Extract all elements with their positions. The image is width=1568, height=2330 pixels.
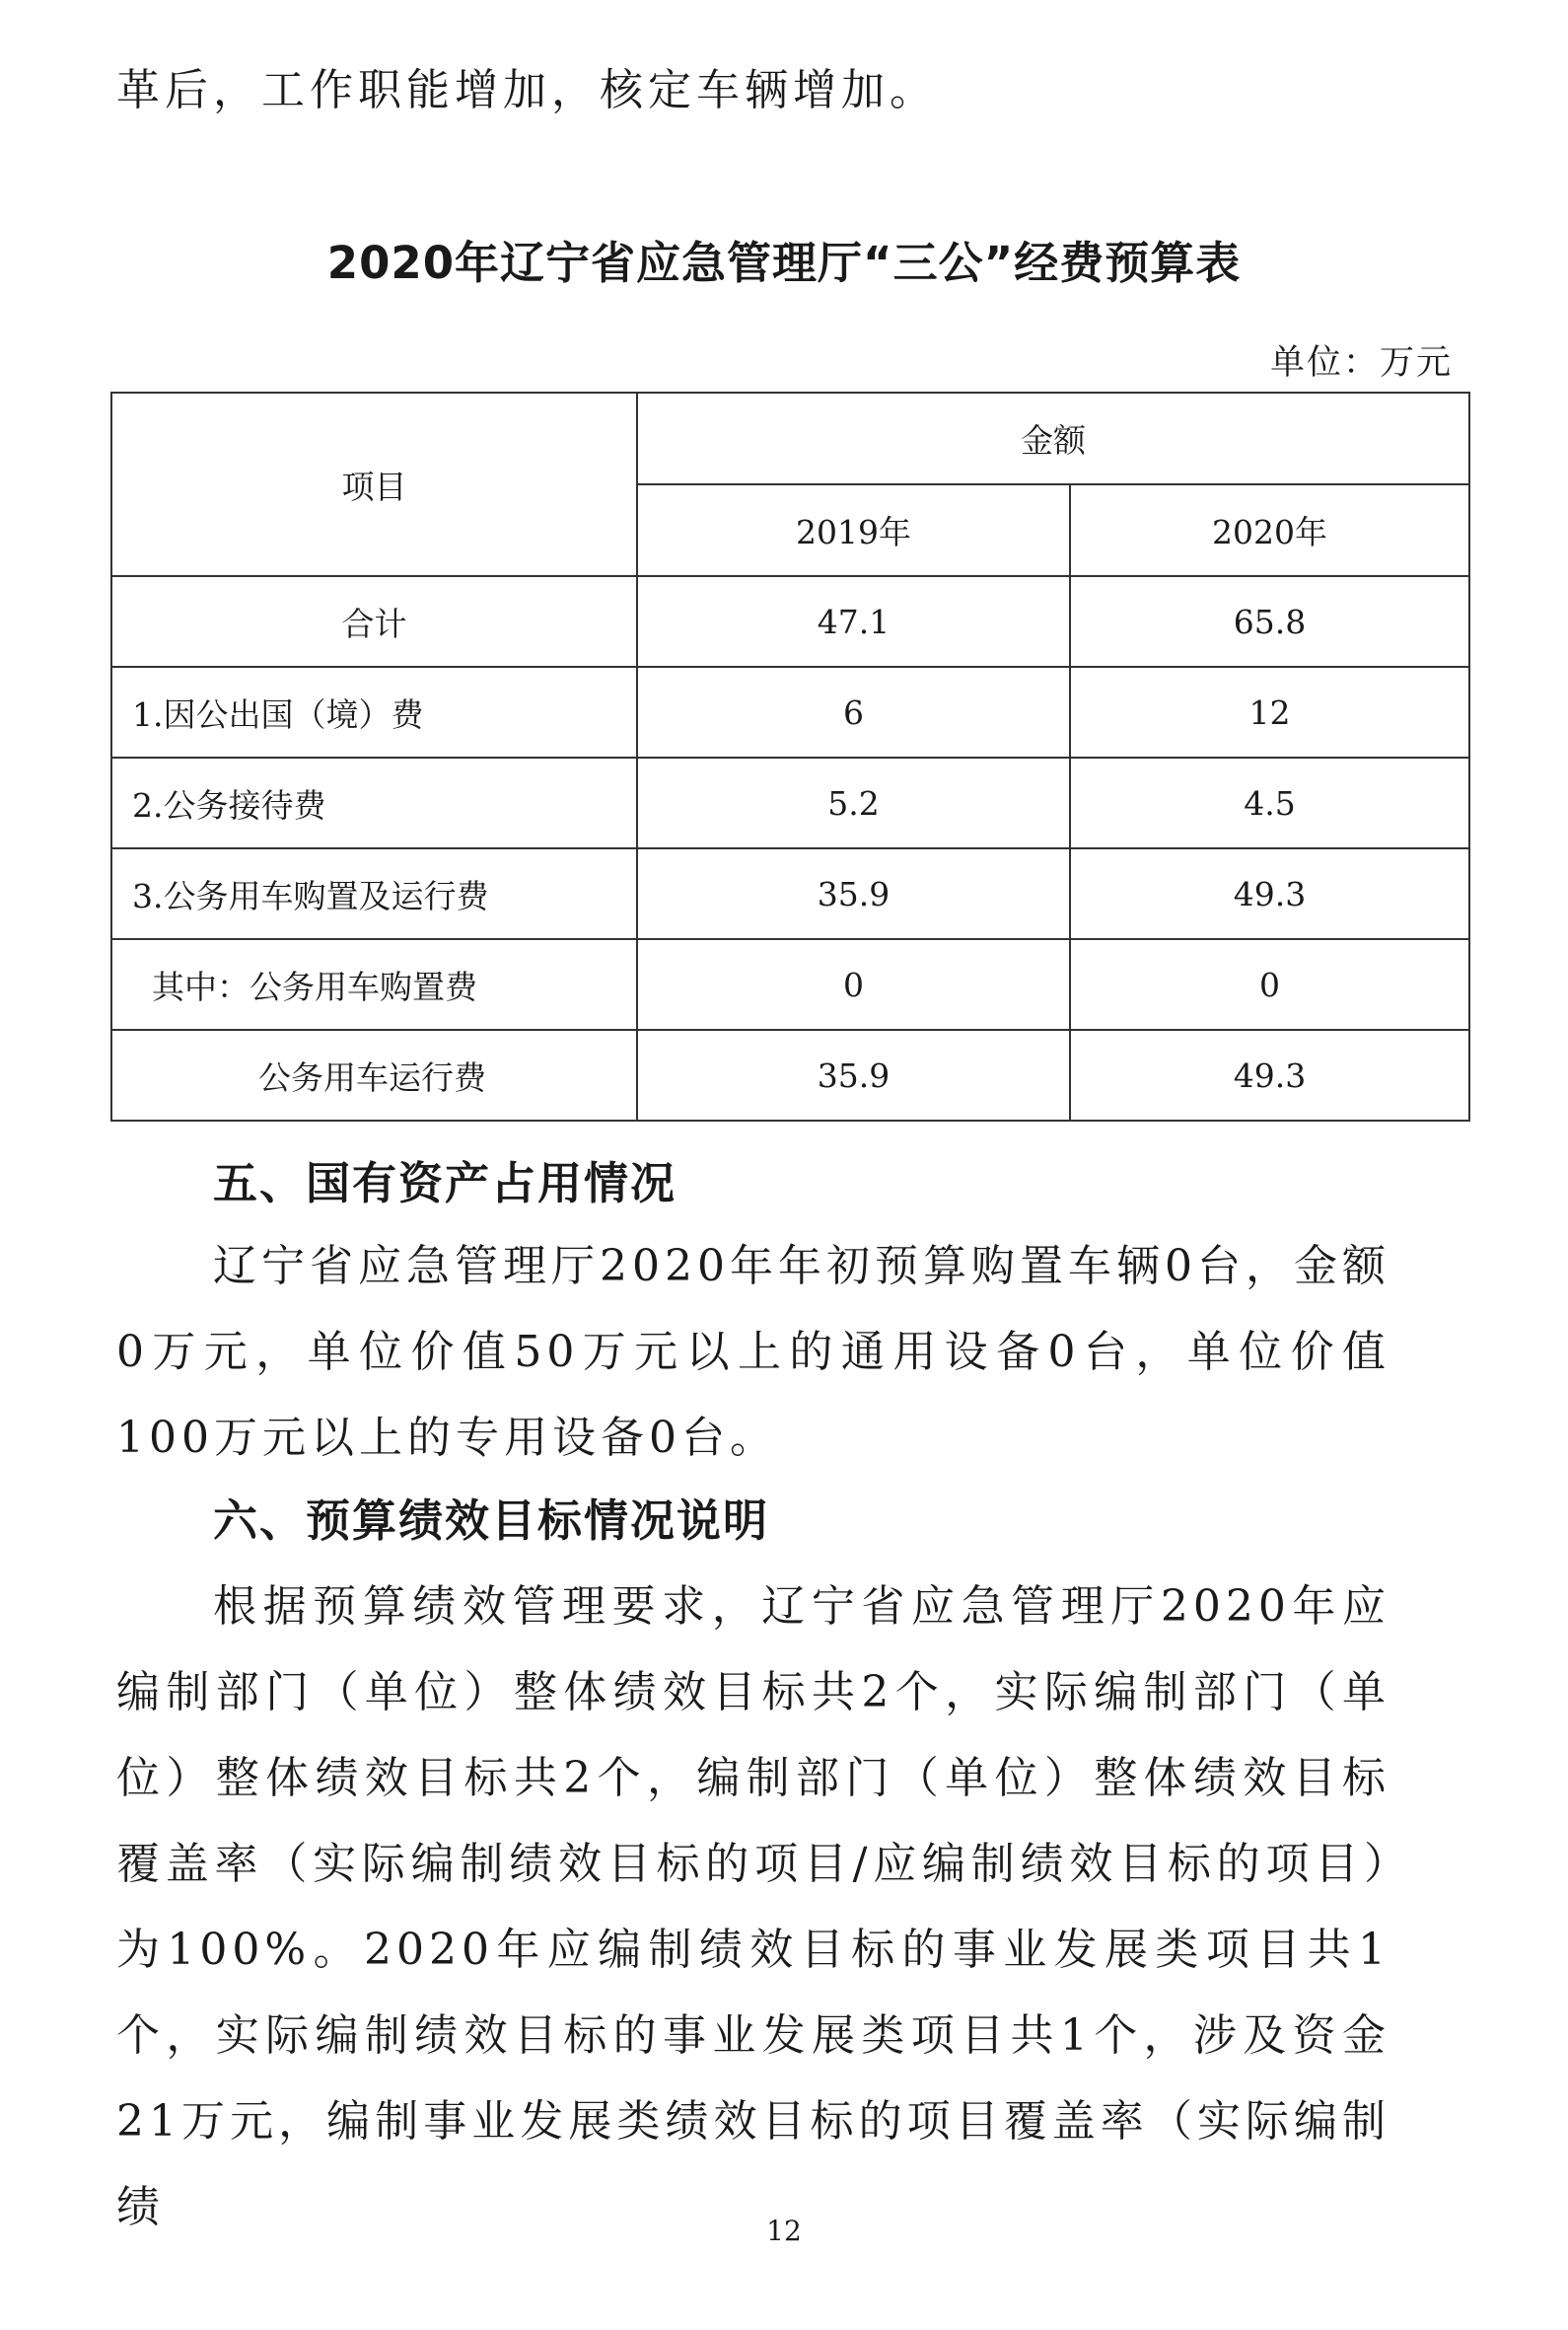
intro-paragraph: 革后，工作职能增加，核定车辆增加。 (116, 65, 938, 115)
page-number: 12 (766, 2215, 802, 2247)
row-value-2020: 49.3 (1070, 848, 1469, 939)
header-2020: 2020年 (1070, 484, 1469, 576)
budget-table (110, 392, 1470, 1122)
row-value-2019: 5.2 (637, 758, 1070, 848)
section-paragraph: 根据预算绩效管理要求，辽宁省应急管理厅2020年应编制部门（单位）整体绩效目标共2个，实际编制部门（单位）整体绩效目标共2个，编制部门（单位）整体绩效目标覆盖率（实际编制绩效目标的项目/应编制绩效目标的项目）为100%。2020年应编制绩效目标的事业发展类项目共1个，实际编制绩效目标的事业发展类项目共1个，涉及资金21万元，编制事业发展类绩效目标的项目覆盖率（实际编制绩 (116, 1581, 1390, 2232)
row-label: 3.公务用车购置及运行费 (111, 848, 637, 939)
table-row (111, 1030, 1469, 1121)
row-value-2020: 49.3 (1070, 1030, 1469, 1121)
row-value-2019: 0 (637, 939, 1070, 1030)
row-value-2019: 47.1 (637, 576, 1070, 667)
section-heading: 五、国有资产占用情况 (213, 1157, 677, 1209)
table-row (111, 667, 1469, 758)
row-value-2020: 12 (1070, 667, 1469, 758)
row-value-2020: 65.8 (1070, 576, 1469, 667)
header-item: 项目 (111, 393, 637, 576)
row-value-2019: 35.9 (637, 1030, 1070, 1121)
table-row-total (111, 576, 1469, 667)
row-value-2020: 0 (1070, 939, 1469, 1030)
row-value-2019: 35.9 (637, 848, 1070, 939)
row-label: 其中：公务用车购置费 (111, 939, 637, 1030)
row-label: 合计 (111, 576, 637, 667)
section-heading: 六、预算绩效目标情况说明 (213, 1494, 770, 1547)
row-label: 公务用车运行费 (111, 1030, 637, 1121)
header-2019: 2019年 (637, 484, 1070, 576)
unit-label: 单位：万元 (1269, 343, 1453, 383)
table-row (111, 848, 1469, 939)
table-row (111, 758, 1469, 848)
row-value-2020: 4.5 (1070, 758, 1469, 848)
table-title: 2020年辽宁省应急管理厅“三公”经费预算表 (326, 237, 1242, 289)
header-amount: 金额 (637, 393, 1469, 484)
row-value-2019: 6 (637, 667, 1070, 758)
row-label: 2.公务接待费 (111, 758, 637, 848)
table-row (111, 939, 1469, 1030)
row-label: 1.因公出国（境）费 (111, 667, 637, 758)
section-paragraph: 辽宁省应急管理厅2020年年初预算购置车辆0台，金额0万元，单位价值50万元以上的通用设备0台，单位价值100万元以上的专用设备0台。 (116, 1241, 1390, 1463)
